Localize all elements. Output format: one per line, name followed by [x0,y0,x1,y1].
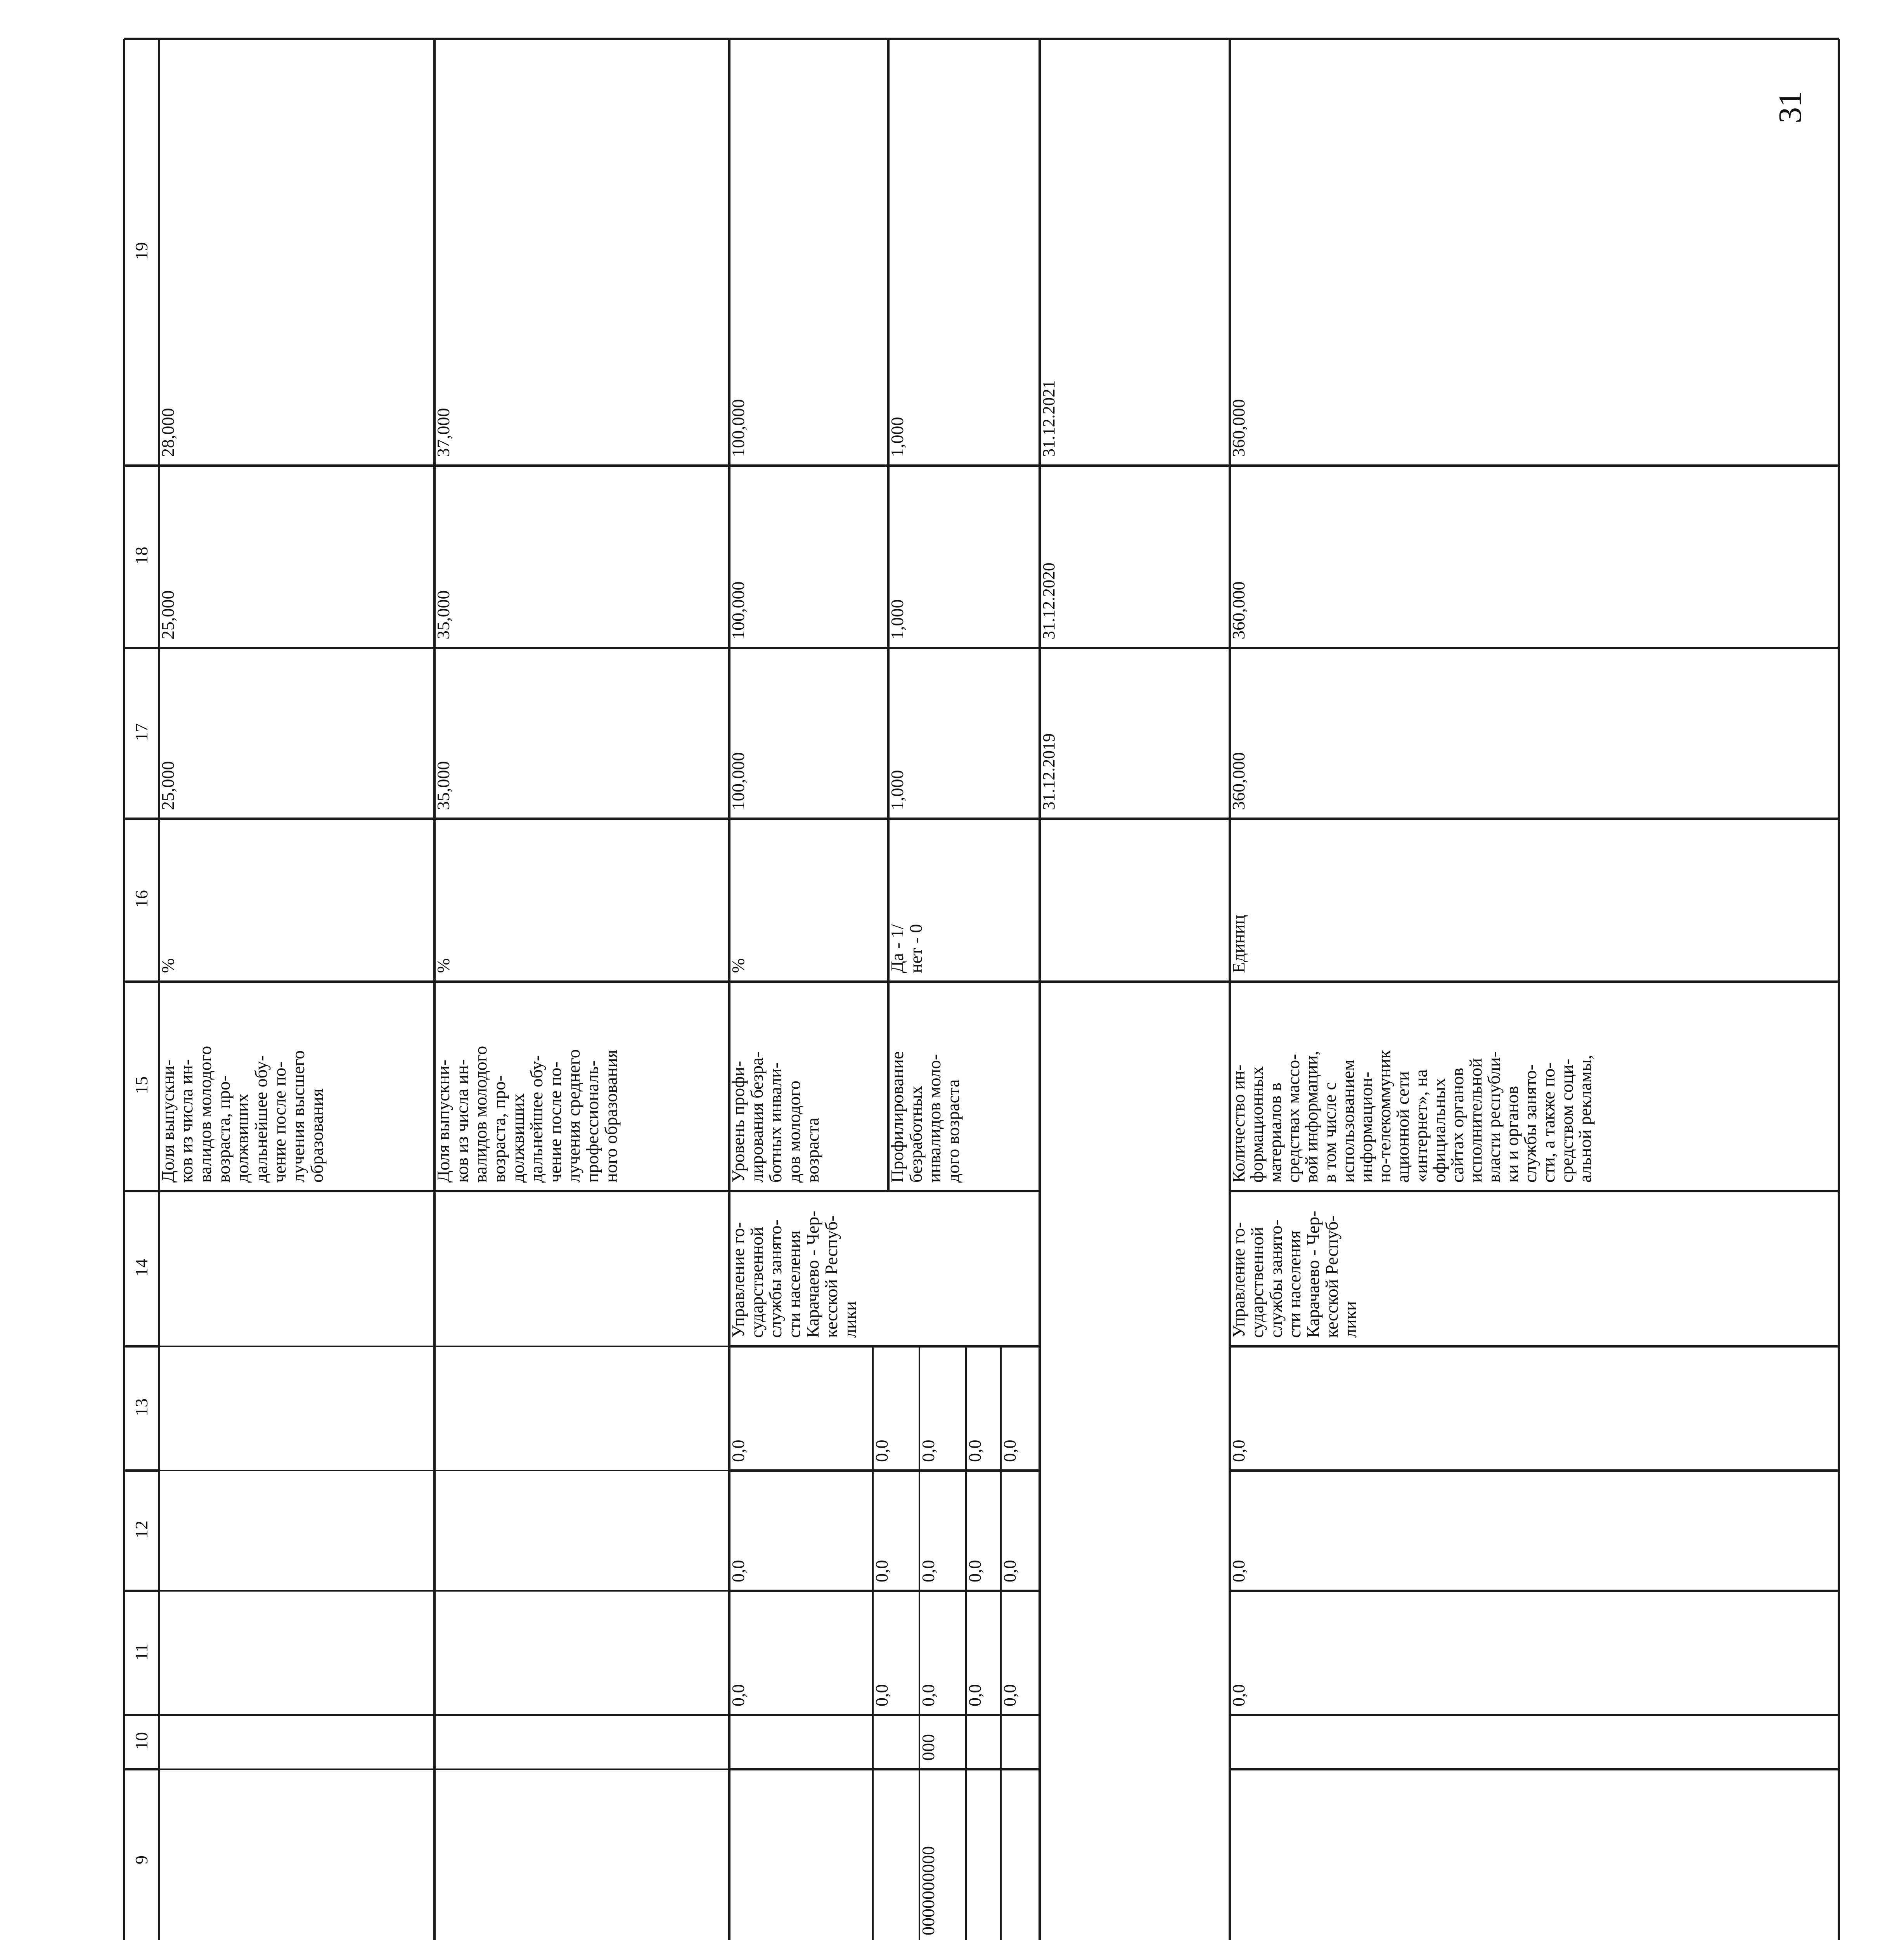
event-4-1-2-value-2020-line: 360,000 [1229,581,1248,639]
event-4-1-2-2019-line: 0,0 [1229,1684,1248,1706]
block2-value-2019-line: 35,000 [433,761,453,810]
column-header-15-line: 15 [132,1076,151,1094]
control-event-date-2019-line: 31.12.2019 [1039,733,1058,810]
event-4-1-1-finance-3-2021-line: 0,0 [965,1439,985,1462]
event-4-1-1-finance-0-2021-line: 0,0 [728,1439,748,1462]
event-4-1-1-finance-4-2019 [1000,1684,1020,1707]
event-4-1-2-indicator-name-line: сти, а также по- [1539,1062,1558,1183]
event-4-1-1-indicator-2-unit-line: нет - 0 [906,924,926,973]
event-4-1-2-indicator-name-line: ационной сети [1393,1071,1412,1183]
block1-unit-line: % [158,958,178,973]
event-4-1-2-2020-line: 0,0 [1229,1560,1248,1582]
column-header-12 [132,1521,151,1538]
event-4-1-1-indicator-2-name-line: безработных [906,1086,926,1183]
event-4-1-2-indicator-name-line: сайтах органов [1447,1067,1467,1183]
block1-indicator-name-line: должвиших [232,1093,252,1183]
event-4-1-1-finance-2-2021-line: 0,0 [918,1439,938,1462]
event-4-1-2-unit [1229,915,1248,973]
block2-value-2019 [433,761,453,811]
event-4-1-1-finance-4-2021-line: 0,0 [1000,1439,1020,1462]
column-header-17 [132,723,151,741]
event-4-1-2-indicator-name-line: исполнительной [1466,1058,1485,1183]
block2-value-2020-line: 35,000 [433,590,453,639]
event-4-1-1-indicator-1-name [728,1051,822,1183]
block2-indicator-name-line: чение после по- [545,1062,565,1183]
event-4-1-1-indicator-2-2021 [887,417,907,457]
event-4-1-2-indicator-name-line: информацион- [1356,1072,1376,1183]
event-4-1-2-executor-line: Карачаево - Чер- [1303,1211,1323,1338]
column-header-9 [132,1855,151,1864]
block2-indicator-name-line: дальнейшее обу- [526,1055,546,1183]
block2-indicator-name-line: валидов молодого [471,1046,490,1183]
event-4-1-2-indicator-name-line: использованием [1338,1059,1358,1183]
event-4-1-2-indicator-name-line: вой информации, [1302,1051,1321,1183]
block2-indicator-name-line: возраста, про- [489,1075,509,1183]
event-4-1-1-indicator-2-name-line: Профилирование [887,1051,907,1183]
event-4-1-1-finance-2-csr [918,1846,938,1935]
event-4-1-2-indicator-name-line: формационных [1247,1066,1267,1183]
event-4-1-1-finance-0-2021 [728,1440,748,1462]
event-4-1-2-2020 [1229,1560,1248,1583]
event-4-1-2-executor-line: лики [1340,1301,1360,1338]
event-4-1-2-executor-line: Управление го- [1229,1222,1248,1338]
event-4-1-1-finance-2-2019 [918,1684,938,1707]
block1-indicator-name-line: валидов молодого [195,1046,215,1183]
event-4-1-2-indicator-name-line: власти республи- [1484,1051,1504,1183]
control-event-date-2019 [1039,733,1058,810]
control-event-date-2021 [1039,380,1058,457]
block1-value-2020 [158,591,178,640]
event-4-1-1-finance-3-2021 [965,1440,985,1462]
event-4-1-1-finance-3-2020-line: 0,0 [965,1560,985,1582]
event-4-1-2-executor-line: сти населения [1284,1230,1304,1338]
event-4-1-2-executor [1229,1211,1360,1338]
block1-value-2020-line: 25,000 [158,590,178,639]
column-header-16-line: 16 [132,890,151,908]
event-4-1-1-finance-2-vr [918,1734,938,1761]
block1-value-2021-line: 28,000 [158,408,178,457]
column-header-13 [132,1398,151,1416]
block2-value-2021 [433,408,453,457]
column-header-17-line: 17 [132,723,151,741]
event-4-1-1-finance-3-2019 [965,1684,985,1707]
block1-indicator-name-line: ков из числа ин- [177,1059,196,1183]
event-4-1-1-indicator-2-2019-line: 1,000 [887,770,907,810]
event-4-1-1-indicator-1-name-line: ботных инвали- [765,1062,785,1183]
event-4-1-1-indicator-1-2021-line: 100,000 [728,399,748,457]
event-4-1-2-indicator-name [1229,1050,1595,1183]
event-4-1-1-finance-4-2019-line: 0,0 [1000,1684,1020,1706]
event-4-1-1-indicator-1-name-line: дов молодого [784,1081,804,1183]
event-4-1-1-finance-2-2020-line: 0,0 [918,1560,938,1582]
event-4-1-1-finance-0-2019-line: 0,0 [728,1684,748,1706]
column-header-19 [132,242,151,260]
event-4-1-2-indicator-name-line: материалов в [1265,1083,1285,1183]
event-4-1-2-executor-line: службы занято- [1266,1219,1286,1338]
event-4-1-1-finance-2-vr-line: 000 [918,1734,938,1761]
event-4-1-1-finance-1-2020-line: 0,0 [872,1560,891,1582]
block1-indicator-name-line: Доля выпускни- [158,1060,178,1183]
block1-indicator-name-line: образования [307,1088,327,1183]
page-number: 31 [1772,91,1808,123]
column-header-11 [132,1644,151,1661]
event-4-1-1-finance-2-2021 [918,1440,938,1462]
event-4-1-1-finance-0-2020 [728,1560,748,1583]
column-header-12-line: 12 [132,1521,151,1538]
event-4-1-1-finance-2-2020 [918,1560,938,1583]
event-4-1-1-indicator-2-2020 [887,599,907,640]
event-4-1-2-2021 [1229,1440,1248,1462]
event-4-1-2-indicator-name-line: «интернет», на [1411,1069,1431,1183]
event-4-1-1-indicator-1-name-line: возраста [803,1117,822,1183]
event-4-1-2-indicator-name-line: в том числе с [1320,1082,1340,1183]
block2-unit [433,958,453,973]
event-4-1-1-finance-4-2020-line: 0,0 [1000,1560,1020,1582]
event-4-1-1-indicator-1-name-line: Уровень профи- [728,1061,748,1183]
event-4-1-2-indicator-name-line: средствах массо- [1283,1054,1303,1183]
column-header-14 [132,1259,151,1277]
event-4-1-1-indicator-2-2021-line: 1,000 [887,417,907,457]
event-4-1-2-indicator-name-line: службы занято- [1520,1064,1540,1183]
event-4-1-2-value-2020 [1229,582,1248,640]
block2-indicator-name-line: лучения среднего [564,1049,583,1183]
block1-value-2021 [158,408,178,457]
event-4-1-2-indicator-name-line: официальных [1429,1078,1449,1183]
block2-value-2020 [433,591,453,640]
block2-value-2021-line: 37,000 [433,408,453,457]
block2-indicator-name-line: профессиональ- [582,1060,602,1183]
event-4-1-1-finance-1-2021-line: 0,0 [872,1439,891,1462]
column-header-14-line: 14 [132,1259,151,1277]
event-4-1-1-indicator-2-unit-line: Да - 1/ [887,924,907,973]
column-header-9-line: 9 [132,1855,151,1864]
event-4-1-1-finance-0-2019 [728,1684,748,1707]
event-4-1-1-indicator-2-name-line: инвалидов моло- [924,1054,944,1183]
block2-indicator-name-line: должвиших [508,1093,528,1183]
block2-indicator-name-line: Доля выпускни- [433,1060,453,1183]
event-4-1-2-indicator-name-line: альной рекламы, [1575,1055,1595,1183]
event-4-1-1-indicator-2-name [887,1051,963,1183]
block1-indicator-name-line: лучения высшего [288,1050,308,1183]
block2-indicator-name-line: ков из числа ин- [452,1059,472,1183]
event-4-1-1-finance-2-csr-line: 0000000000 [918,1846,938,1935]
event-4-1-1-finance-4-2020 [1000,1560,1020,1583]
event-4-1-2-value-2021 [1229,399,1248,457]
event-4-1-1-executor-line: Управление го- [728,1222,748,1338]
block1-unit [158,958,178,973]
event-4-1-1-indicator-1-2020 [728,582,748,640]
event-4-1-1-finance-3-2019-line: 0,0 [965,1684,985,1706]
event-4-1-2-indicator-name-line: средством соци- [1557,1058,1577,1183]
table-grid [124,39,1839,1940]
event-4-1-2-indicator-name-line: но-телекоммуник [1374,1050,1394,1183]
event-4-1-2-value-2019-line: 360,000 [1229,752,1248,810]
event-4-1-2-2021-line: 0,0 [1229,1439,1248,1462]
event-4-1-1-executor-line: лики [840,1301,860,1338]
event-4-1-1-executor-line: сударственной [747,1227,767,1338]
block1-indicator-name-line: чение после по- [270,1062,289,1183]
control-event-date-2020 [1039,563,1058,639]
block1-indicator-name-line: дальнейшее обу- [251,1055,271,1183]
event-4-1-1-finance-2-2019-line: 0,0 [918,1684,938,1706]
column-header-16 [132,890,151,908]
block1-indicator-name [158,1046,327,1183]
block1-indicator-name-line: возраста, про- [214,1075,234,1183]
column-header-19-line: 19 [132,242,151,260]
event-4-1-1-indicator-1-unit [728,958,748,973]
event-4-1-1-indicator-1-2019 [728,752,748,811]
event-4-1-2-value-2021-line: 360,000 [1229,399,1248,457]
event-4-1-1-executor-line: службы занято- [765,1219,785,1338]
column-header-10-line: 10 [132,1732,151,1750]
table-content [132,242,1595,1940]
event-4-1-1-indicator-1-unit-line: % [728,958,748,973]
column-header-18-line: 18 [132,547,151,565]
event-4-1-1-executor [728,1211,860,1338]
event-4-1-1-indicator-2-2020-line: 1,000 [887,599,907,639]
block2-indicator-name [433,1046,621,1183]
column-header-10 [132,1732,151,1750]
block1-value-2019 [158,761,178,811]
event-4-1-1-finance-1-2021 [872,1440,891,1462]
event-4-1-2-unit-line: Единиц [1229,915,1248,973]
block1-value-2019-line: 25,000 [158,761,178,810]
event-4-1-1-finance-3-2020 [965,1560,985,1583]
event-4-1-2-indicator-name-line: ки и органов [1502,1086,1522,1183]
event-4-1-1-indicator-1-2019-line: 100,000 [728,752,748,810]
column-header-15 [132,1076,151,1094]
control-event-date-2020-line: 31.12.2020 [1039,563,1058,639]
event-4-1-1-indicator-2-name-line: дого возраста [943,1079,963,1183]
event-4-1-1-finance-1-2019-line: 0,0 [872,1684,891,1706]
event-4-1-1-executor-line: кесской Респуб- [821,1215,841,1338]
event-4-1-1-finance-4-2021 [1000,1440,1020,1462]
column-header-11-line: 11 [132,1643,151,1661]
event-4-1-1-indicator-2-unit [887,924,926,973]
event-4-1-1-executor-line: Карачаево - Чер- [803,1211,822,1338]
event-4-1-1-indicator-1-name-line: лирования безра- [747,1051,767,1183]
event-4-1-1-indicator-1-2020-line: 100,000 [728,581,748,639]
block2-unit-line: % [433,958,453,973]
event-4-1-1-indicator-2-2019 [887,770,907,811]
event-4-1-1-finance-0-2020-line: 0,0 [728,1560,748,1582]
column-header-18 [132,547,151,565]
event-4-1-1-executor-line: сти населения [784,1230,804,1338]
block2-indicator-name-line: ного образования [601,1050,621,1183]
event-4-1-1-finance-1-2019 [872,1684,891,1707]
event-4-1-2-executor-line: кесской Респуб- [1322,1215,1341,1338]
event-4-1-2-2019 [1229,1684,1248,1707]
event-4-1-2-value-2019 [1229,752,1248,811]
column-header-13-line: 13 [132,1398,151,1416]
event-4-1-2-executor-line: сударственной [1247,1227,1267,1338]
event-4-1-1-finance-1-2020 [872,1560,891,1583]
control-event-date-2021-line: 31.12.2021 [1039,380,1058,457]
event-4-1-1-indicator-1-2021 [728,399,748,457]
event-4-1-2-indicator-name-line: Количество ин- [1229,1064,1248,1183]
